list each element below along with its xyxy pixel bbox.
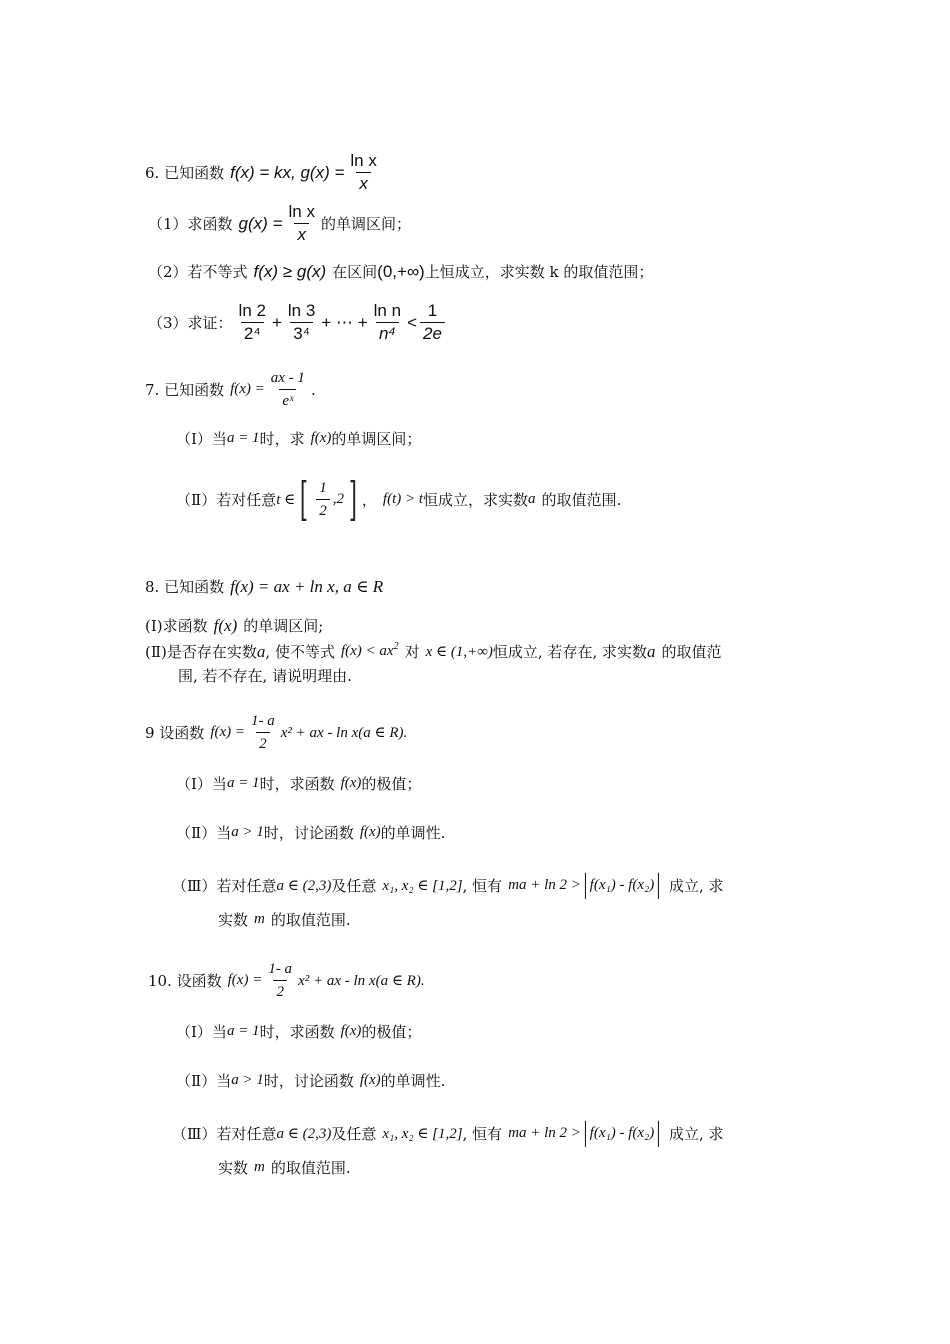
part-label: （Ⅱ）当 <box>176 1072 232 1090</box>
part-label: （Ⅰ）当 <box>176 430 227 448</box>
left-bracket: [ <box>300 472 309 526</box>
part-label: （Ⅰ）当 <box>176 1023 227 1041</box>
part-text: 时，求函数 <box>259 775 335 793</box>
part-text: 围, 若不存在, 请说明理由. <box>178 667 352 685</box>
variable: m <box>254 911 265 927</box>
part-text: ， <box>361 490 377 509</box>
math-expression: a = 1 <box>226 775 260 791</box>
part-text: 的取值范围. <box>541 490 622 509</box>
math-expression: x² + ax - ln x(a ∈ R). <box>280 725 408 741</box>
problem-8-part-2 <box>145 641 722 662</box>
math-expression: f(x₁) - f(x₂) <box>589 876 655 893</box>
problem-6-part-1 <box>148 201 411 246</box>
fraction-lnn <box>371 300 404 345</box>
problem-10-part-1 <box>176 1021 421 1042</box>
fraction-numerator: ln n <box>373 301 402 320</box>
part-text: 实数 <box>218 911 249 929</box>
problem-6-part-1-fraction <box>285 201 317 246</box>
problem-10-stem <box>148 958 425 1003</box>
fraction-denominator: 2⁴ <box>241 322 264 345</box>
fraction-numerator: ln x <box>288 202 315 221</box>
abs-left-bar: | <box>583 1118 588 1148</box>
math-expression: a ∈ (2,3) <box>276 877 332 894</box>
math-expression: f(x) <box>359 1072 381 1088</box>
problem-9-label: 9 设函数 <box>145 724 205 742</box>
problem-9-part-2 <box>176 822 445 843</box>
problem-6-label: 6. 已知函数 <box>145 164 225 182</box>
part-text: 在区间 <box>332 263 378 281</box>
part-text: 时，求 <box>259 430 305 448</box>
math-expression: f(x) <box>340 775 362 791</box>
part-label: （Ⅱ）当 <box>176 824 232 842</box>
problem-6-part-3 <box>148 300 448 345</box>
fraction-denominator: 2 <box>316 499 330 522</box>
problem-9-part-3 <box>172 870 724 900</box>
problem-8-part-1 <box>145 615 323 636</box>
fraction-numerator: 1- a <box>268 961 293 977</box>
part-text: 及任意 <box>331 876 377 895</box>
problem-10-part-2 <box>176 1070 445 1091</box>
part-label: （1）求函数 <box>148 215 233 233</box>
fraction-numerator: ln 3 <box>287 301 316 320</box>
math-expression: f(x) ≥ g(x) <box>253 261 327 281</box>
problem-7-part-2 <box>176 472 622 526</box>
part-label: （2）若不等式 <box>148 263 248 281</box>
abs-right-bar: | <box>656 1118 661 1148</box>
variable: a <box>646 641 656 661</box>
fraction-ln3 <box>285 300 318 345</box>
fraction-denominator: x <box>356 172 371 195</box>
fraction-numerator: ln x <box>350 151 377 170</box>
math-expression: g(x) = <box>238 213 283 233</box>
math-expression: x² + ax - ln x(a ∈ R). <box>298 973 425 989</box>
part-text: 时，讨论函数 <box>263 824 354 842</box>
part-text: 及任意 <box>331 1124 377 1143</box>
part-label: （Ⅰ）当 <box>176 775 227 793</box>
math-expression: t ∈ <box>276 491 296 508</box>
part-label: （3）求证： <box>148 314 233 332</box>
problem-6-definition: f(x) = kx, g(x) = <box>230 162 345 182</box>
fraction-denominator: eˣ <box>279 389 296 412</box>
problem-7-fraction <box>268 367 308 412</box>
less-than-sign: < <box>407 312 417 332</box>
interval: (0,+∞) <box>377 261 425 281</box>
math-expression: f(x) = <box>210 724 245 740</box>
problem-9-stem <box>145 710 407 755</box>
variable: a <box>256 641 266 661</box>
math-expression: ma + ln 2 > <box>508 876 581 893</box>
abs-right-bar: | <box>656 870 661 900</box>
part-text: 的单调性. <box>380 1072 446 1090</box>
math-expression: f(x) = <box>227 972 263 988</box>
problem-6-part-2 <box>148 261 653 282</box>
math-expression: f(t) > t <box>382 490 424 507</box>
part-text: 时，求函数 <box>259 1023 335 1041</box>
math-expression: f(x) = ax + ln x, a ∈ R <box>230 576 384 596</box>
math-expression: $f(x) < ax^2$ <box>340 641 399 659</box>
part-text: 恒成立, 若存在, 求实数 <box>492 643 647 661</box>
math-expression: a ∈ (2,3) <box>276 1125 332 1142</box>
part-label: （Ⅲ）若对任意 <box>172 1124 277 1143</box>
math-expression: a = 1 <box>226 1023 260 1039</box>
part-text: 的取值范围. <box>270 1159 351 1177</box>
variable: m <box>254 1159 265 1175</box>
part-text: 的单调性. <box>380 824 446 842</box>
part-text: 恒成立，求实数 <box>423 490 529 509</box>
math-expression: ma + ln 2 > <box>508 1124 581 1141</box>
interval-end: ,2 <box>332 490 344 507</box>
part-label: （Ⅲ）若对任意 <box>172 876 277 895</box>
math-expression: f(x) = <box>230 381 265 397</box>
part-text: 成立, 求 <box>669 1124 724 1143</box>
fraction-denominator: x <box>294 223 309 246</box>
math-expression: x₁, x₂ ∈ [1,2] <box>382 877 463 894</box>
problem-9-fraction <box>248 710 278 755</box>
math-expression: f(x₁) - f(x₂) <box>589 1124 655 1141</box>
variable: a <box>528 490 536 507</box>
fraction-one-over-2e <box>420 300 445 345</box>
part-text: 对 <box>404 643 420 661</box>
part-text: 时，讨论函数 <box>263 1072 354 1090</box>
fraction-numerator: 1 <box>319 479 327 496</box>
problem-6-stem <box>145 150 383 195</box>
part-text: 的极值； <box>361 1023 422 1041</box>
fraction-denominator: 2 <box>273 980 287 1003</box>
part-text: 的单调区间; <box>243 617 324 635</box>
problem-9-part-1 <box>176 773 421 794</box>
part-text: , 恒有 <box>462 876 503 895</box>
math-expression: a > 1 <box>231 1072 264 1088</box>
abs-left-bar: | <box>583 870 588 900</box>
fraction-numerator: 1 <box>427 301 438 320</box>
part-label: (Ⅱ)是否存在实数 <box>145 643 257 661</box>
fraction-denominator: 2 <box>256 732 270 755</box>
part-text: 的单调区间； <box>320 215 411 233</box>
part-text: 的单调区间； <box>331 430 422 448</box>
problem-6-fraction <box>347 150 379 195</box>
problem-7-stem <box>145 367 316 412</box>
problem-8-stem <box>145 576 383 597</box>
part-text: 上恒成立，求实数 k 的取值范围； <box>424 263 654 281</box>
one-half-fraction <box>316 477 330 522</box>
math-expression-body: f(x) < ax <box>340 643 394 659</box>
part-label: (Ⅰ)求函数 <box>145 617 208 635</box>
math-expression: f(x) <box>310 430 332 446</box>
fraction-denominator: 3⁴ <box>290 322 313 345</box>
math-expression: f(x) <box>359 824 381 840</box>
math-expression: a = 1 <box>226 430 260 446</box>
part-text: , 使不等式 <box>265 643 335 661</box>
ellipsis: + ⋯ + <box>321 312 368 332</box>
fraction-denominator: 2e <box>420 322 445 345</box>
problem-8-part-2-continued <box>178 665 352 686</box>
math-expression: x ∈ (1,+∞) <box>425 644 493 660</box>
problem-10-part-3-continued <box>218 1157 351 1178</box>
part-label: （Ⅱ）若对任意 <box>176 490 277 509</box>
part-text: 的取值范 <box>661 643 722 661</box>
problem-7-label: 7. 已知函数 <box>145 381 225 399</box>
part-text: , 恒有 <box>462 1124 503 1143</box>
plus-sign: + <box>271 312 282 332</box>
part-text: 成立, 求 <box>669 876 724 895</box>
math-expression: a > 1 <box>231 824 264 840</box>
part-text: 实数 <box>218 1159 249 1177</box>
fraction-denominator: n⁴ <box>376 322 399 345</box>
fraction-numerator: ln 2 <box>238 301 266 320</box>
fraction-ln2 <box>236 300 269 345</box>
math-expression: x₁, x₂ ∈ [1,2] <box>382 1125 463 1142</box>
part-text: 的极值； <box>361 775 422 793</box>
math-expression: f(x) <box>213 615 238 635</box>
fraction-numerator: ax - 1 <box>270 370 305 386</box>
problem-10-label: 10. 设函数 <box>148 972 222 990</box>
right-bracket: ] <box>348 472 357 526</box>
period: . <box>310 379 316 399</box>
problem-9-part-3-continued <box>218 909 351 930</box>
part-text: 的取值范围. <box>270 911 351 929</box>
problem-8-label: 8. 已知函数 <box>145 578 225 596</box>
problem-10-fraction <box>265 958 295 1003</box>
math-expression: f(x) <box>340 1023 362 1039</box>
problem-10-part-3 <box>172 1118 724 1148</box>
problem-7-part-1 <box>176 428 421 449</box>
fraction-numerator: 1- a <box>251 713 275 729</box>
